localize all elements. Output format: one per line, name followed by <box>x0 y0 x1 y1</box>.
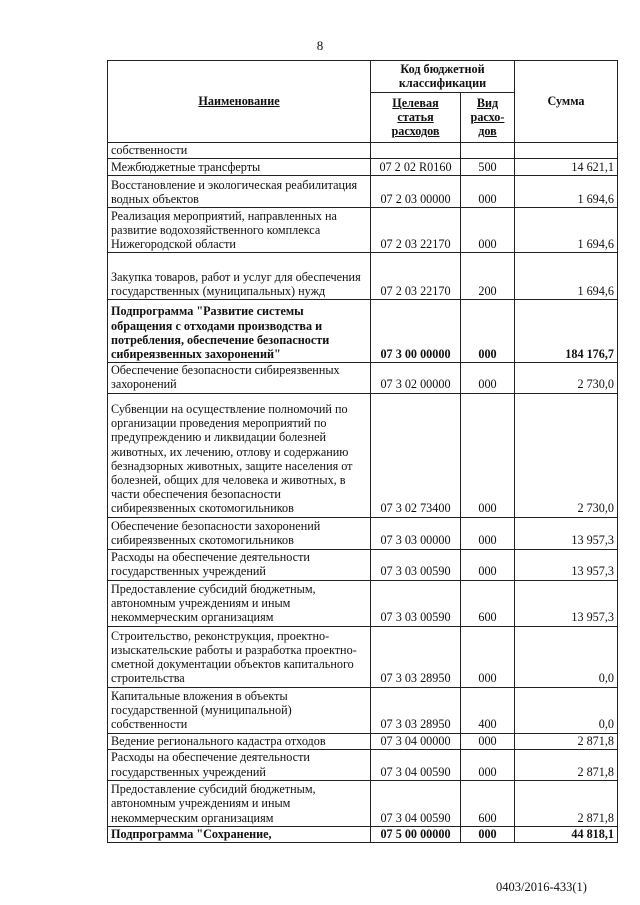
row-name: Расходы на обеспечение деятельности государственных учреждений <box>108 749 371 780</box>
row-name: Предоставление субсидий бюджетным, автономным учреждениям и иным некоммерческим организациям <box>108 780 371 826</box>
table-row <box>108 176 618 208</box>
header-code-group: Код бюджетной классификации <box>371 61 515 93</box>
table-row <box>108 517 618 549</box>
row-sum: 1 694,6 <box>515 253 618 300</box>
row-expense-type: 000 <box>461 626 515 687</box>
row-target-code: 07 2 03 22170 <box>371 208 461 253</box>
page-number: 8 <box>316 38 324 53</box>
row-expense-type <box>461 143 515 159</box>
row-target-code <box>371 143 461 159</box>
row-name: Капитальные вложения в объекты государственной (муниципальной) собственности <box>108 687 371 733</box>
row-target-code: 07 3 03 28950 <box>371 626 461 687</box>
row-name: Субвенции на осуществление полномочий по организации проведения мероприятий по предупреждению и ликвидации болезней животных, их лечению, отлову и содержанию безнадзорных животных, защите населения от болезней, общих для человека и животных, в части обеспечения безопасности сибиреязвенных скотомогильников <box>108 393 371 517</box>
row-target-code: 07 3 02 73400 <box>371 393 461 517</box>
row-name: Обеспечение безопасности сибиреязвенных захоронений <box>108 363 371 393</box>
row-sum: 2 730,0 <box>515 363 618 393</box>
row-name: Реализация мероприятий, направленных на развитие водохозяйственного комплекса Нижегородской области <box>108 208 371 253</box>
row-target-code: 07 2 02 R0160 <box>371 159 461 176</box>
row-target-code: 07 3 03 28950 <box>371 687 461 733</box>
row-sum: 13 957,3 <box>515 549 618 580</box>
row-sum: 184 176,7 <box>515 300 618 363</box>
row-expense-type: 000 <box>461 749 515 780</box>
row-expense-type: 600 <box>461 780 515 826</box>
row-expense-type: 600 <box>461 580 515 626</box>
table-row <box>108 208 618 253</box>
row-sum: 0,0 <box>515 687 618 733</box>
table-row <box>108 826 618 842</box>
table-row <box>108 143 618 159</box>
row-name: Строительство, реконструкция, проектно-изыскательские работы и разработка проектно-сметной документации объектов капитального строительства <box>108 626 371 687</box>
table-row <box>108 549 618 580</box>
table-row <box>108 749 618 780</box>
row-sum: 1 694,6 <box>515 176 618 208</box>
table-row <box>108 253 618 300</box>
table-row <box>108 687 618 733</box>
row-expense-type: 000 <box>461 208 515 253</box>
table-row <box>108 393 618 517</box>
row-target-code: 07 3 04 00000 <box>371 733 461 749</box>
row-expense-type: 500 <box>461 159 515 176</box>
row-target-code: 07 5 00 00000 <box>371 826 461 842</box>
row-sum: 2 730,0 <box>515 393 618 517</box>
row-sum: 2 871,8 <box>515 733 618 749</box>
row-name: Межбюджетные трансферты <box>108 159 371 176</box>
row-name: собственности <box>108 143 371 159</box>
row-sum: 44 818,1 <box>515 826 618 842</box>
table-row <box>108 363 618 393</box>
row-expense-type: 000 <box>461 549 515 580</box>
row-sum: 1 694,6 <box>515 208 618 253</box>
row-expense-type: 000 <box>461 733 515 749</box>
row-name: Подпрограмма "Сохранение, <box>108 826 371 842</box>
row-sum: 13 957,3 <box>515 580 618 626</box>
header-name: Наименование <box>108 61 371 143</box>
row-expense-type: 000 <box>461 363 515 393</box>
budget-table <box>107 60 618 843</box>
table-row <box>108 780 618 826</box>
row-expense-type: 200 <box>461 253 515 300</box>
row-sum: 2 871,8 <box>515 749 618 780</box>
row-target-code: 07 3 03 00590 <box>371 580 461 626</box>
row-name: Обеспечение безопасности захоронений сибиреязвенных скотомогильников <box>108 517 371 549</box>
row-expense-type: 000 <box>461 517 515 549</box>
header-sum: Сумма <box>515 61 618 143</box>
header-target: Целевая статья расходов <box>371 93 461 143</box>
row-name: Предоставление субсидий бюджетным, автономным учреждениям и иным некоммерческим организациям <box>108 580 371 626</box>
row-name: Закупка товаров, работ и услуг для обеспечения государственных (муниципальных) нужд <box>108 253 371 300</box>
table-row <box>108 626 618 687</box>
row-target-code: 07 3 04 00590 <box>371 749 461 780</box>
row-name: Ведение регионального кадастра отходов <box>108 733 371 749</box>
row-target-code: 07 3 03 00590 <box>371 549 461 580</box>
row-target-code: 07 3 00 00000 <box>371 300 461 363</box>
row-target-code: 07 3 03 00000 <box>371 517 461 549</box>
table-row <box>108 159 618 176</box>
table-row <box>108 300 618 363</box>
row-sum: 14 621,1 <box>515 159 618 176</box>
table-body <box>108 143 618 843</box>
row-sum: 13 957,3 <box>515 517 618 549</box>
table-row <box>108 580 618 626</box>
row-expense-type: 400 <box>461 687 515 733</box>
document-code: 0403/2016-433(1) <box>496 880 587 894</box>
row-target-code: 07 3 04 00590 <box>371 780 461 826</box>
row-target-code: 07 3 02 00000 <box>371 363 461 393</box>
row-target-code: 07 2 03 22170 <box>371 253 461 300</box>
row-expense-type: 000 <box>461 393 515 517</box>
row-name: Расходы на обеспечение деятельности государственных учреждений <box>108 549 371 580</box>
row-expense-type: 000 <box>461 300 515 363</box>
table-row <box>108 733 618 749</box>
row-target-code: 07 2 03 00000 <box>371 176 461 208</box>
row-name: Подпрограмма "Развитие системы обращения с отходами производства и потребления, обеспечение безопасности сибиреязвенных захоронений" <box>108 300 371 363</box>
header-type: Вид расхо-дов <box>461 93 515 143</box>
row-sum <box>515 143 618 159</box>
row-sum: 0,0 <box>515 626 618 687</box>
row-sum: 2 871,8 <box>515 780 618 826</box>
row-name: Восстановление и экологическая реабилитация водных объектов <box>108 176 371 208</box>
row-expense-type: 000 <box>461 176 515 208</box>
row-expense-type: 000 <box>461 826 515 842</box>
